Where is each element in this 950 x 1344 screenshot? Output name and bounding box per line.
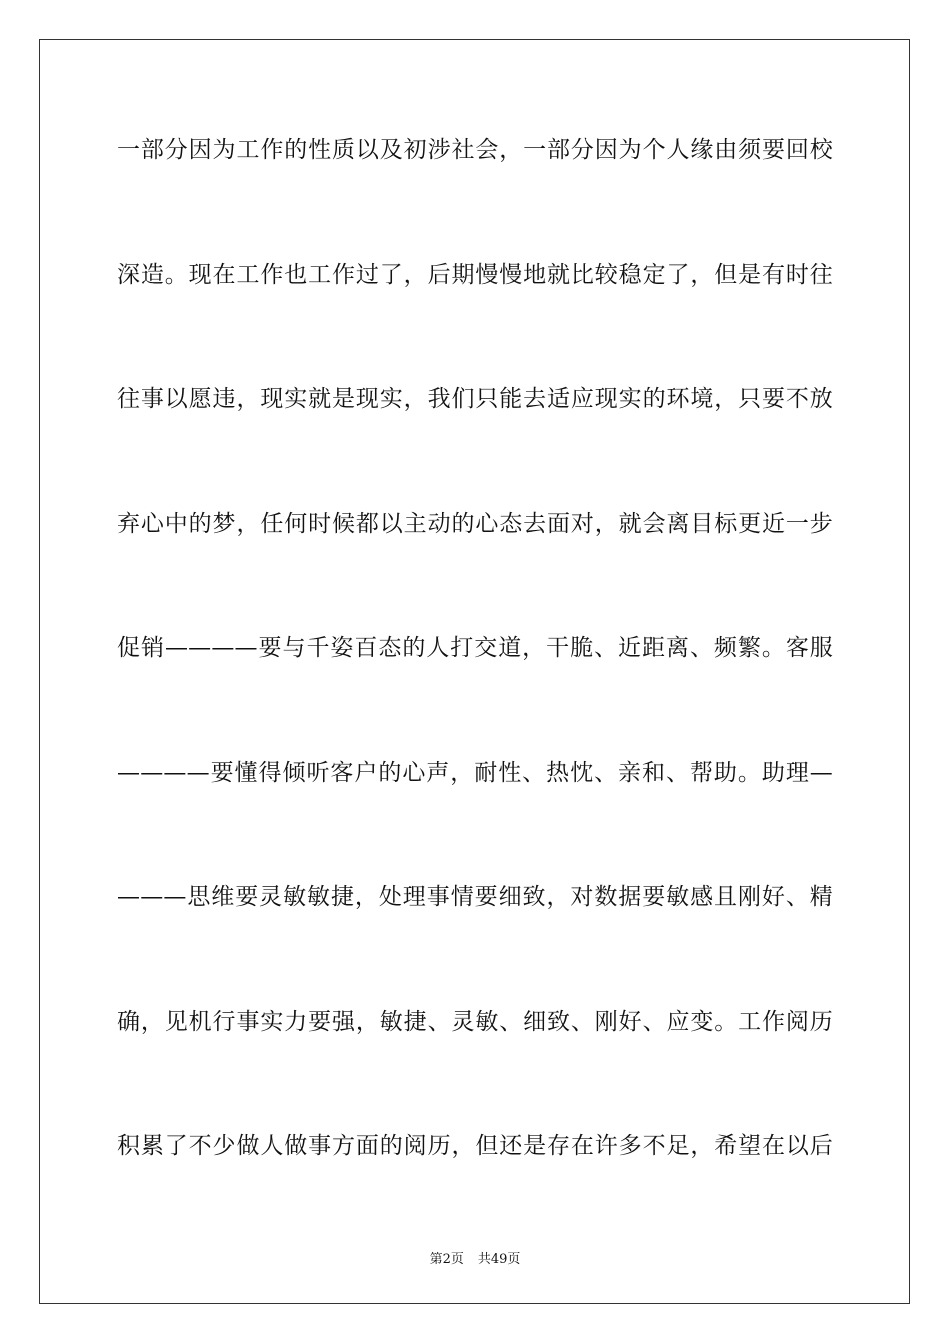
text-line-3: 往事以愿违，现实就是现实，我们只能去适应现实的环境，只要不放 bbox=[117, 386, 833, 412]
page-total: 共49页 bbox=[477, 1252, 521, 1267]
text-line-5: 促销————要与千姿百态的人打交道，干脆、近距离、频繁。客服 bbox=[117, 635, 833, 661]
text-line-2: 深造。现在工作也工作过了，后期慢慢地就比较稳定了，但是有时往 bbox=[117, 261, 833, 288]
text-line-7: ———思维要灵敏敏捷，处理事情要细致，对数据要敏感且刚好、精 bbox=[117, 884, 833, 910]
document-body bbox=[117, 128, 833, 1249]
page-footer bbox=[0, 1248, 950, 1267]
text-line-8: 确，见机行事实力要强，敏捷、灵敏、细致、刚好、应变。工作阅历 bbox=[117, 1008, 833, 1035]
text-line-9: 积累了不少做人做事方面的阅历，但还是存在许多不足，希望在以后 bbox=[117, 1133, 833, 1159]
text-line-1: 一部分因为工作的性质以及初涉社会，一部分因为个人缘由须要回校 bbox=[117, 137, 833, 163]
text-line-6: ————要懂得倾听客户的心声，耐性、热忱、亲和、帮助。助理— bbox=[117, 759, 833, 786]
text-line-4: 弃心中的梦，任何时候都以主动的心态去面对，就会离目标更近一步 bbox=[117, 510, 833, 537]
page-number: 第2页 bbox=[429, 1252, 464, 1267]
